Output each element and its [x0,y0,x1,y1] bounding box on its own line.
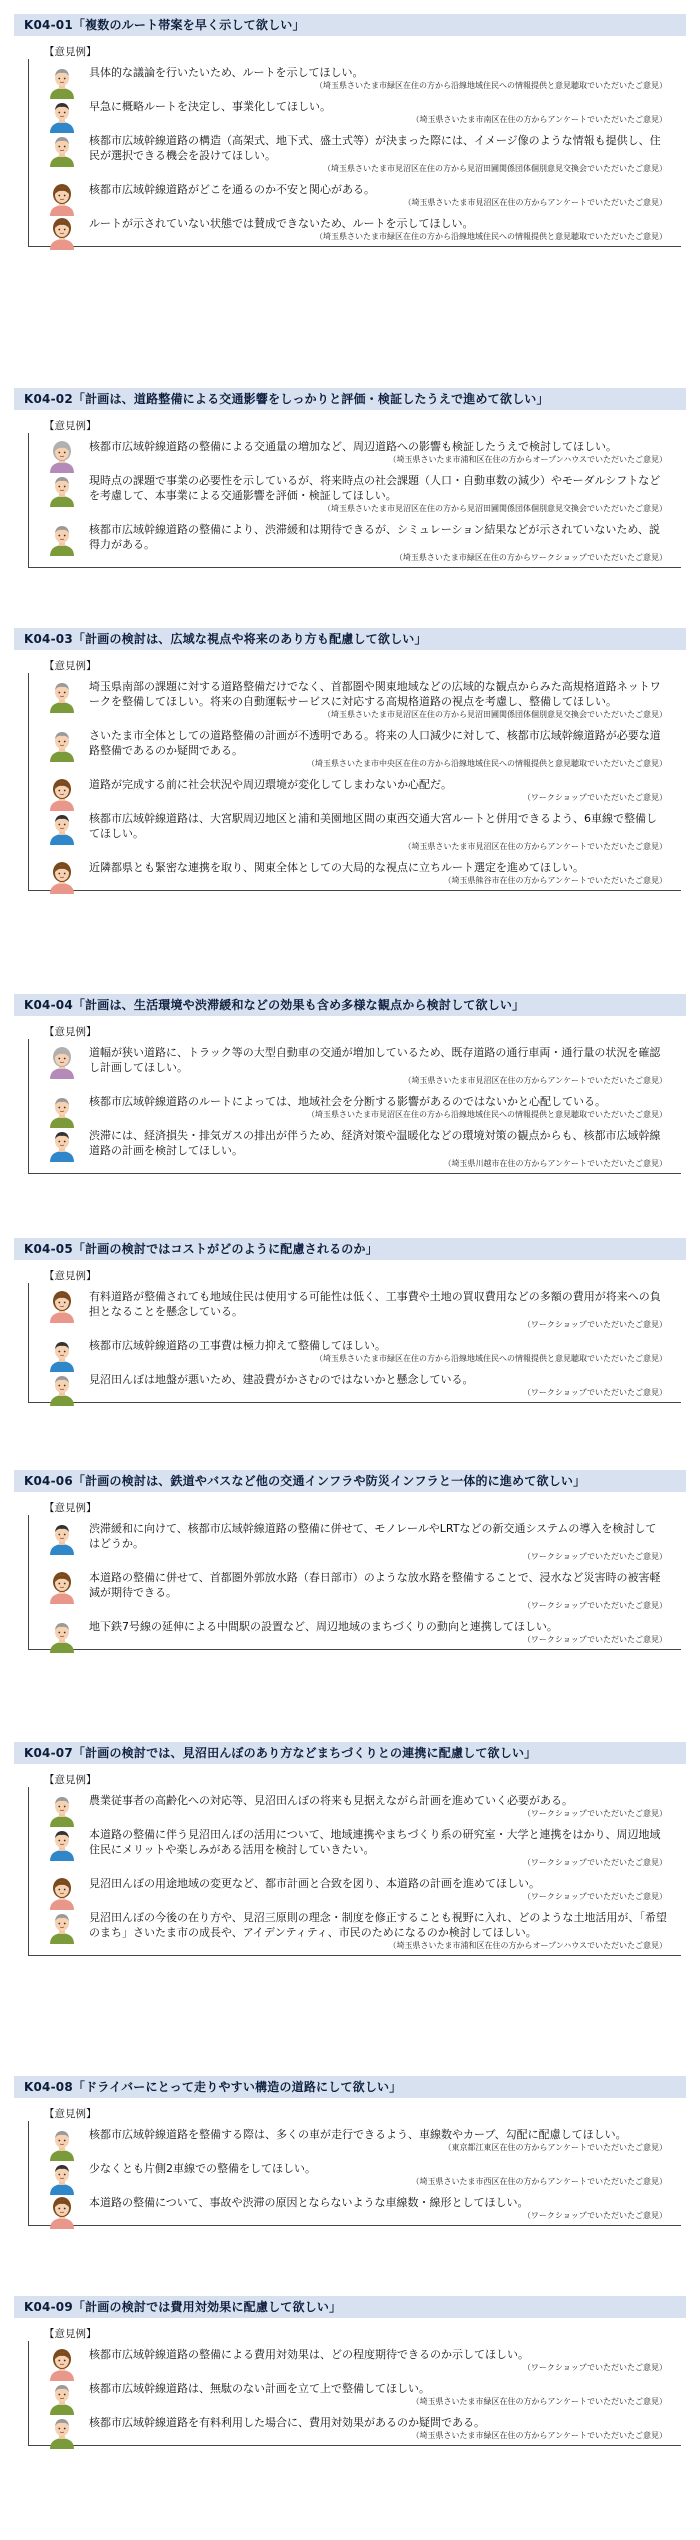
opinion-text: 農業従事者の高齢化への対応等、見沼田んぼの将来も見据えながら計画を進めていく必要がある。 [89,1794,573,1807]
elderly-man-avatar-icon [47,2381,77,2415]
opinion-examples-label: 【意見例】 [44,420,97,432]
elderly-man-avatar-icon [47,65,77,99]
opinion-list [28,673,681,891]
opinion-text: 核都市広域幹線道路がどこを通るのか不安と関心がある。 [89,183,375,196]
elderly-man-avatar-icon [47,1094,77,1128]
woman-avatar-icon [47,182,77,216]
opinion-text: 地下鉄7号線の延伸による中間駅の設置など、周辺地域のまちづくりの動向と連携してほしい。 [89,1620,558,1633]
section-k04-01 [0,14,700,247]
section-header: K04-07「計画の検討では、見沼田んぼのあり方などまちづくりとの連携に配慮して欲しい」 [14,1742,686,1764]
opinion-source: （ワークショップでいただいたご意見） [522,1635,667,1644]
opinion-text: 少なくとも片側2車線での整備をしてほしい。 [89,2162,316,2175]
opinion-text: 本道路の整備について、事故や渋滞の原因とならないような車線数・線形としてほしい。 [89,2196,529,2209]
opinion-item [89,1902,681,1951]
opinion-list [28,1515,681,1650]
section-header: K04-01「複数のルート帯案を早く示して欲しい」 [14,14,686,36]
elderly-man-avatar-icon [47,2415,77,2449]
man-avatar-icon [47,1827,77,1861]
elderly-man-avatar-icon [47,1910,77,1944]
opinion-item [89,174,681,208]
opinion-item [89,1086,681,1120]
opinion-item [89,514,681,563]
opinion-source: （ワークショップでいただいたご意見） [522,1892,667,1901]
section-k04-04 [0,994,700,1174]
opinion-text: 本道路の整備に伴う見沼田んぼの活用について、地域連携やまちづくり系の研究室・大学と連携をはかり、周辺地域住民にメリットや楽しみがある活用を検討していきたい。 [89,1828,661,1856]
woman-avatar-icon [47,2347,77,2381]
elderly-woman-avatar-icon [47,1045,77,1079]
opinion-examples-label: 【意見例】 [44,1270,97,1282]
section-k04-06 [0,1470,700,1650]
opinion-list [28,1283,681,1403]
opinion-source: （埼玉県さいたま市見沼区在住の方から見沼田圃関係団体個別意見交換会でいただいたご意見） [323,710,667,719]
opinion-item [89,125,681,174]
opinion-item [89,465,681,514]
opinion-text: 核都市広域幹線道路の整備による費用対効果は、どの程度期待できるのか示してほしい。 [89,2348,529,2361]
opinion-text: 本道路の整備に併せて、首都圏外郭放水路（春日部市）のような放水路を整備することで、浸水など災害時の被害軽減が期待できる。 [89,1571,661,1599]
opinion-text: 核都市広域幹線道路の整備により、渋滞緩和は期待できるが、シミュレーション結果などが示されていないため、説得力がある。 [89,523,660,551]
opinion-source: （ワークショップでいただいたご意見） [522,793,667,802]
opinion-source: （埼玉県さいたま市緑区在住の方から沿線地域住民への情報提供と意見聴取でいただいたご意見） [315,1354,667,1363]
opinion-item [89,2373,681,2407]
man-avatar-icon [47,1338,77,1372]
opinion-text: さいたま市全体としての道路整備の計画が不透明である。将来の人口減少に対して、核都市広域幹線道路が必要な道路整備であるのか疑問である。 [89,729,661,757]
opinion-source: （埼玉県さいたま市緑区在住の方からワークショップでいただいたご意見） [394,553,667,562]
opinion-text: 渋滞緩和に向けて、核都市広域幹線道路の整備に併せて、モノレールやLRTなどの新交通システムの導入を検討してはどうか。 [89,1522,657,1550]
elderly-man-avatar-icon [47,728,77,762]
opinion-source: （埼玉県さいたま市見沼区在住の方から見沼田圃関係団体個別意見交換会でいただいたご意見） [323,164,667,173]
opinion-source: （埼玉県さいたま市緑区在住の方からアンケートでいただいたご意見） [411,2397,667,2406]
opinion-item [89,2407,681,2441]
opinion-source: （ワークショップでいただいたご意見） [522,1601,667,1610]
opinion-examples-label: 【意見例】 [44,1502,97,1514]
opinion-text: 核都市広域幹線道路のルートによっては、地域社会を分断する影響があるのではないかと心配している。 [89,1095,606,1108]
opinion-item [89,1562,681,1611]
elderly-man-avatar-icon [47,1793,77,1827]
opinion-source: （埼玉県さいたま市浦和区在住の方からオープンハウスでいただいたご意見） [388,1941,667,1950]
man-avatar-icon [47,99,77,133]
opinion-item [89,1611,681,1645]
opinion-source: （ワークショップでいただいたご意見） [522,2363,667,2372]
opinion-text: 渋滞には、経済損失・排気ガスの排出が伴うため、経済対策や温暖化などの環境対策の観点からも、核都市広域幹線道路の計画を検討してほしい。 [89,1129,661,1157]
woman-avatar-icon [47,216,77,250]
opinion-item [89,2187,681,2221]
opinion-text: 道路が完成する前に社会状況や周辺環境が変化してしまわないか心配だ。 [89,778,452,791]
opinion-source: （埼玉県さいたま市緑区在住の方から沿線地域住民への情報提供と意見聴取でいただいたご意見） [315,81,667,90]
opinion-item [89,1120,681,1169]
opinion-examples-label: 【意見例】 [44,660,97,672]
opinion-item [89,1868,681,1902]
woman-avatar-icon [47,860,77,894]
opinion-source: （埼玉県さいたま市緑区在住の方からアンケートでいただいたご意見） [411,2431,667,2440]
opinion-source: （埼玉県さいたま市見沼区在住の方から沿線地域住民への情報提供と意見聴取でいただいたご意見） [307,1110,667,1119]
opinion-source: （埼玉県さいたま市見沼区在住の方からアンケートでいただいたご意見） [403,198,667,207]
elderly-man-avatar-icon [47,473,77,507]
opinion-source: （ワークショップでいただいたご意見） [522,1320,667,1329]
opinion-item [89,720,681,769]
opinion-examples-label: 【意見例】 [44,2328,97,2340]
opinion-item [89,2341,681,2373]
opinion-text: ルートが示されていない状態では賛成できないため、ルートを示してほしい。 [89,217,474,230]
opinion-text: 核都市広域幹線道路は、大宮駅周辺地区と浦和美園地区間の東西交通大宮ルートと併用できるよう、6車線で整備してほしい。 [89,812,657,840]
section-header: K04-08「ドライバーにとって走りやすい構造の道路にして欲しい」 [14,2076,686,2098]
opinion-examples-label: 【意見例】 [44,2108,97,2120]
opinion-item [89,1787,681,1819]
opinion-item [89,2121,681,2153]
opinion-source: （ワークショップでいただいたご意見） [522,1388,667,1397]
opinion-item [89,769,681,803]
opinion-item [89,208,681,242]
woman-avatar-icon [47,1289,77,1323]
opinion-source: （ワークショップでいただいたご意見） [522,1858,667,1867]
man-avatar-icon [47,1128,77,1162]
opinion-source: （埼玉県熊谷市在住の方からアンケートでいただいたご意見） [443,876,667,885]
opinion-text: 核都市広域幹線道路を有料利用した場合に、費用対効果があるのか疑問である。 [89,2416,485,2429]
elderly-man-avatar-icon [47,133,77,167]
elderly-man-avatar-icon [47,1372,77,1406]
opinion-source: （埼玉県さいたま市見沼区在住の方からアンケートでいただいたご意見） [403,842,667,851]
section-header: K04-06「計画の検討は、鉄道やバスなど他の交通インフラや防災インフラと一体的に進めて欲しい」 [14,1470,686,1492]
opinion-source: （東京都江東区在住の方からアンケートでいただいたご意見） [443,2143,667,2152]
section-k04-07 [0,1742,700,1956]
opinion-item [89,1283,681,1330]
woman-avatar-icon [47,1876,77,1910]
opinion-list [28,1039,681,1174]
section-header: K04-09「計画の検討では費用対効果に配慮して欲しい」 [14,2296,686,2318]
opinion-text: 道幅が狭い道路に、トラック等の大型自動車の交通が増加しているため、既存道路の通行車両・通行量の状況を確認し計画してほしい。 [89,1046,661,1074]
section-header: K04-02「計画は、道路整備による交通影響をしっかりと評価・検証したうえで進めて欲しい」 [14,388,686,410]
opinion-examples-label: 【意見例】 [44,1774,97,1786]
elderly-man-avatar-icon [47,2127,77,2161]
section-header: K04-03「計画の検討は、広域な視点や将来のあり方も配慮して欲しい」 [14,628,686,650]
opinion-text: 有料道路が整備されても地域住民は使用する可能性は低く、工事費や土地の買収費用などの多額の費用が将来への負担となることを懸念している。 [89,1290,661,1318]
opinion-text: 見沼田んぼは地盤が悪いため、建設費がかさむのではないかと懸念している。 [89,1373,474,1386]
elderly-man-avatar-icon [47,522,77,556]
opinion-item [89,1515,681,1562]
opinion-text: 核都市広域幹線道路を整備する際は、多くの車が走行できるよう、車線数やカーブ、勾配に配慮してほしい。 [89,2128,627,2141]
section-k04-05 [0,1238,700,1403]
man-avatar-icon [47,1521,77,1555]
opinion-list [28,433,681,568]
opinion-source: （埼玉県さいたま市見沼区在住の方から見沼田圃関係団体個別意見交換会でいただいたご意見） [323,504,667,513]
opinion-text: 現時点の課題で事業の必要性を示しているが、将来時点の社会課題（人口・自動車数の減少）やモーダルシフトなどを考慮して、本事業による交通影響を評価・検証してほしい。 [89,474,661,502]
elderly-man-avatar-icon [47,679,77,713]
opinion-examples-label: 【意見例】 [44,46,97,58]
opinion-source: （埼玉県さいたま市見沼区在住の方からアンケートでいただいたご意見） [403,1076,667,1085]
opinion-source: （ワークショップでいただいたご意見） [522,2211,667,2220]
opinion-item [89,2153,681,2187]
opinion-item [89,59,681,91]
opinion-item [89,1039,681,1086]
elderly-man-avatar-icon [47,1619,77,1653]
opinion-text: 見沼田んぼの今後の在り方や、見沼三原則の理念・制度を修正することも視野に入れ、どのような土地活用が、「希望のまち」さいたま市の成長や、アイデンティティ、市民のためになるのか検討してほしい。 [89,1911,667,1939]
opinion-item [89,673,681,720]
section-k04-08 [0,2076,700,2226]
woman-avatar-icon [47,777,77,811]
opinion-item [89,803,681,852]
opinion-source: （埼玉県さいたま市中央区在住の方から沿線地域住民への情報提供と意見聴取でいただいたご意見） [307,759,667,768]
opinion-source: （埼玉県さいたま市南区在住の方からアンケートでいただいたご意見） [411,115,667,124]
opinion-text: 核都市広域幹線道路の整備による交通量の増加など、周辺道路への影響も検証したうえで検討してほしい。 [89,440,617,453]
opinion-list [28,1787,681,1956]
woman-avatar-icon [47,2195,77,2229]
opinion-source: （ワークショップでいただいたご意見） [522,1552,667,1561]
opinion-text: 早急に概略ルートを決定し、事業化してほしい。 [89,100,331,113]
opinion-text: 核都市広域幹線道路は、無駄のない計画を立て上で整備してほしい。 [89,2382,430,2395]
opinion-item [89,1364,681,1398]
elderly-woman-avatar-icon [47,439,77,473]
opinion-list [28,2121,681,2226]
opinion-item [89,1330,681,1364]
opinion-item [89,852,681,886]
opinion-source: （埼玉県川越市在住の方からアンケートでいただいたご意見） [443,1159,667,1168]
opinion-text: 核都市広域幹線道路の工事費は極力抑えて整備してほしい。 [89,1339,386,1352]
section-header: K04-05「計画の検討ではコストがどのように配慮されるのか」 [14,1238,686,1260]
opinion-text: 具体的な議論を行いたいため、ルートを示してほしい。 [89,66,364,79]
opinion-text: 埼玉県南部の課題に対する道路整備だけでなく、首都圏や関東地域などの広域的な観点からみた高規格道路ネットワークを整備してほしい。将来の自動運転サービスに対応する高規格道路の視点を考慮し、整備してほしい。 [89,680,661,708]
opinion-source: （ワークショップでいただいたご意見） [522,1809,667,1818]
man-avatar-icon [47,2161,77,2195]
opinion-examples-label: 【意見例】 [44,1026,97,1038]
opinion-item [89,1819,681,1868]
opinion-source: （埼玉県さいたま市浦和区在住の方からオープンハウスでいただいたご意見） [388,455,667,464]
opinion-text: 近隣都県とも緊密な連携を取り、関東全体としての大局的な視点に立ちルート選定を進めてほしい。 [89,861,584,874]
opinion-source: （埼玉県さいたま市緑区在住の方から沿線地域住民への情報提供と意見聴取でいただいたご意見） [315,232,667,241]
section-k04-02 [0,388,700,568]
opinion-list [28,59,681,247]
opinion-list [28,2341,681,2446]
woman-avatar-icon [47,1570,77,1604]
section-header: K04-04「計画は、生活環境や渋滞緩和などの効果も含め多様な観点から検討して欲しい」 [14,994,686,1016]
man-avatar-icon [47,811,77,845]
opinion-item [89,91,681,125]
section-k04-09 [0,2296,700,2446]
section-k04-03 [0,628,700,891]
opinion-text: 核都市広域幹線道路の構造（高架式、地下式、盛土式等）が決まった際には、イメージ像のような情報も提供し、住民が選択できる機会を設けてほしい。 [89,134,661,162]
opinion-item [89,433,681,465]
opinion-text: 見沼田んぼの用途地域の変更など、都市計画と合致を図り、本道路の計画を進めてほしい。 [89,1877,540,1890]
opinion-source: （埼玉県さいたま市西区在住の方からアンケートでいただいたご意見） [411,2177,667,2186]
